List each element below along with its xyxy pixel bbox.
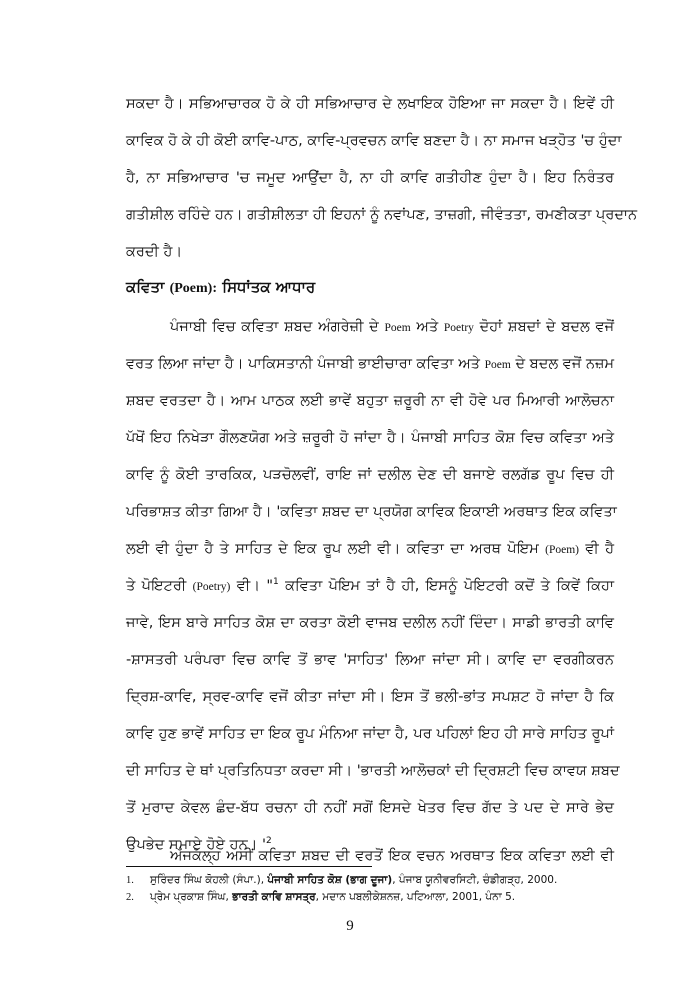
- footnote-text: , ਮਦਾਨ ਪਬਲੀਕੇਸ਼ਨਜ਼, ਪਟਿਆਲਾ, 2001, ਪੰਨਾ 5.: [315, 891, 516, 903]
- body-line: ਕਾਵਿ ਨੂੰ ਕੋਈ ਤਾਰਕਿਕ, ਪੜਚੋਲਵੀਂ, ਰਾਇ ਜਾਂ ਦਲੀਲ ਦੇਣ ਦੀ ਬਜਾਏ ਰਲਗੱਡ ਰੂਪ ਵਿਚ ਹੀ: [126, 467, 614, 483]
- text-span: ਲਈ ਵੀ ਹੁੰਦਾ ਹੈ ਤੇ ਸਾਹਿਤ ਦੇ ਇਕ ਰੂਪ ਲਈ ਵੀ। ਕਵਿਤਾ ਦਾ ਅਰਥ ਪੋਇਮ: [126, 541, 539, 557]
- text-span: ਵੀ ਹੈ: [585, 541, 614, 557]
- footnote-2: [126, 890, 515, 905]
- footnote-number: 2.: [126, 892, 134, 903]
- footnote-title: ਭਾਰਤੀ ਕਾਵਿ ਸ਼ਾਸਤ੍ਰ: [232, 891, 316, 903]
- page-number: 9: [346, 918, 354, 934]
- text-span: ਅਤੇ: [416, 319, 439, 335]
- footnote-text: ਪ੍ਰੇਮ ਪ੍ਰਕਾਸ਼ ਸਿੰਘ,: [150, 891, 229, 903]
- text-span: ਤੇ ਪੋਇਟਰੀ: [126, 578, 187, 594]
- footnote-title: ਪੰਜਾਬੀ ਸਾਹਿਤ ਕੋਸ਼ (ਭਾਗ ਦੂਜਾ): [267, 874, 393, 886]
- footnote-rule: [126, 866, 372, 867]
- heading-text: ਸਿਧਾਂਤਕ ਆਧਾਰ: [222, 278, 316, 296]
- text-span: ਦੋਹਾਂ ਸ਼ਬਦਾਂ ਦੇ ਬਦਲ ਵਜੋਂ: [479, 319, 615, 335]
- footnote-text: ਸੁਰਿੰਦਰ ਸਿੰਘ ਕੋਹਲੀ (ਸੰਪਾ.),: [150, 874, 265, 886]
- footnote-ref[interactable]: 1: [273, 577, 279, 588]
- heading-text: ਕਵਿਤਾ: [126, 278, 165, 296]
- body-line: ਪੱਖੋਂ ਇਹ ਨਿਖੇੜਾ ਗੌਲਣਯੋਗ ਅਤੇ ਜ਼ਰੂਰੀ ਹੋ ਜਾਂਦਾ ਹੈ। ਪੰਜਾਬੀ ਸਾਹਿਤ ਕੋਸ਼ ਵਿਚ ਕਵਿਤਾ ਅਤੇ: [126, 430, 614, 446]
- body-line: ਅੱਜਕੱਲ੍ਹ ਅਸੀਂ ਕਵਿਤਾ ਸ਼ਬਦ ਦੀ ਵਰਤੋਂ ਇਕ ਵਚਨ ਅਰਥਾਤ ਇਕ ਕਵਿਤਾ ਲਈ ਵੀ: [170, 848, 614, 864]
- body-line: ਕਾਵਿ ਹੁਣ ਭਾਵੇਂ ਸਾਹਿਤ ਦਾ ਇਕ ਰੂਪ ਮੰਨਿਆ ਜਾਂਦਾ ਹੈ, ਪਰ ਪਹਿਲਾਂ ਇਹ ਹੀ ਸਾਰੇ ਸਾਹਿਤ ਰੂਪਾਂ: [126, 726, 614, 742]
- body-line: ਹੈ, ਨਾ ਸਭਿਆਚਾਰ 'ਚ ਜਮੂਦ ਆਉਂਦਾ ਹੈ, ਨਾ ਹੀ ਕਾਵਿ ਗਤੀਹੀਣ ਹੁੰਦਾ ਹੈ। ਇਹ ਨਿਰੰਤਰ: [126, 170, 614, 186]
- section-heading: [126, 278, 315, 297]
- body-line: ਜਾਵੇ, ਇਸ ਬਾਰੇ ਸਾਹਿਤ ਕੋਸ਼ ਦਾ ਕਰਤਾ ਕੋਈ ਵਾਜਬ ਦਲੀਲ ਨਹੀਂ ਦਿੰਦਾ। ਸਾਡੀ ਭਾਰਤੀ ਕਾਵਿ: [126, 615, 614, 631]
- body-line: [126, 576, 614, 597]
- text-span: ਪੰਜਾਬੀ ਵਿਚ ਕਵਿਤਾ ਸ਼ਬਦ ਅੰਗਰੇਜ਼ੀ ਦੇ: [170, 319, 379, 335]
- body-line: ਦ੍ਰਿਸ਼-ਕਾਵਿ, ਸ੍ਰਵ-ਕਾਵਿ ਵਜੋਂ ਕੀਤਾ ਜਾਂਦਾ ਸੀ। ਇਸ ਤੋਂ ਭਲੀ-ਭਾਂਤ ਸਪਸ਼ਟ ਹੋ ਜਾਂਦਾ ਹੈ ਕਿ: [126, 689, 614, 705]
- text-span: ਉਪਭੇਦ ਸਮਾਏ ਹੋਏ ਹਨ। ': [126, 837, 267, 853]
- body-line: [126, 354, 614, 375]
- text-span: ਕਵਿਤਾ ਪੋਇਮ ਤਾਂ ਹੈ ਹੀ, ਇਸਨੂੰ ਪੋਇਟਰੀ ਕਦੋਂ ਤੇ ਕਿਵੇਂ ਕਿਹਾ: [285, 578, 615, 594]
- footnote-1: [126, 873, 557, 888]
- text-span: ਵਰਤ ਲਿਆ ਜਾਂਦਾ ਹੈ। ਪਾਕਿਸਤਾਨੀ ਪੰਜਾਬੀ ਭਾਈਚਾਰਾ ਕਵਿਤਾ ਅਤੇ: [126, 356, 480, 372]
- latin-term: Poem: [484, 359, 511, 371]
- latin-term: (Poetry): [192, 581, 231, 593]
- body-line: ਸਕਦਾ ਹੈ। ਸਭਿਆਚਾਰਕ ਹੋ ਕੇ ਹੀ ਸਭਿਆਚਾਰ ਦੇ ਲਖਾਇਕ ਹੋਇਆ ਜਾ ਸਕਦਾ ਹੈ। ਇਵੇਂ ਹੀ: [126, 96, 614, 112]
- body-line: ਗਤੀਸ਼ੀਲ ਰਹਿੰਦੇ ਹਨ। ਗਤੀਸ਼ੀਲਤਾ ਹੀ ਇਹਨਾਂ ਨੂੰ ਨਵਾਂਪਣ, ਤਾਜ਼ਗੀ, ਜੀਵੰਤਤਾ, ਰਮਣੀਕਤਾ ਪ੍ਰਦਾਨ: [126, 207, 638, 223]
- body-line: -ਸ਼ਾਸਤਰੀ ਪਰੰਪਰਾ ਵਿਚ ਕਾਵਿ ਤੋਂ ਭਾਵ 'ਸਾਹਿਤ' ਲਿਆ ਜਾਂਦਾ ਸੀ। ਕਾਵਿ ਦਾ ਵਰਗੀਕਰਨ: [126, 652, 614, 668]
- body-line: ਤੋਂ ਮੁਰਾਦ ਕੇਵਲ ਛੰਦ-ਬੱਧ ਰਚਨਾ ਹੀ ਨਹੀਂ ਸਗੋਂ ਇਸਦੇ ਖੇਤਰ ਵਿਚ ਗੱਦ ਤੇ ਪਦ ਦੇ ਸਾਰੇ ਭੇਦ: [126, 800, 614, 816]
- body-line: ਪਰਿਭਾਸ਼ਤ ਕੀਤਾ ਗਿਆ ਹੈ। 'ਕਵਿਤਾ ਸ਼ਬਦ ਦਾ ਪ੍ਰਯੋਗ ਕਾਵਿਕ ਇਕਾਈ ਅਰਥਾਤ ਇਕ ਕਵਿਤਾ: [126, 504, 617, 520]
- body-line: ਦੀ ਸਾਹਿਤ ਦੇ ਥਾਂ ਪ੍ਰਤਿਨਿਧਤਾ ਕਰਦਾ ਸੀ। 'ਭਾਰਤੀ ਆਲੋਚਕਾਂ ਦੀ ਦ੍ਰਿਸ਼ਟੀ ਵਿਚ ਕਾਵਯ ਸ਼ਬਦ: [126, 763, 620, 779]
- latin-term: (Poem): [545, 544, 579, 556]
- text-span: ਵੀ। ": [236, 578, 274, 594]
- footnote-ref[interactable]: 2: [266, 836, 272, 847]
- footnote-text: , ਪੰਜਾਬ ਯੂਨੀਵਰਸਿਟੀ, ਚੰਡੀਗੜ੍ਹ, 2000.: [392, 874, 558, 886]
- body-line: ਕਰਦੀ ਹੈ।: [126, 244, 183, 260]
- heading-latin: (Poem):: [169, 281, 217, 296]
- text-span: [237, 578, 279, 594]
- latin-term: Poem: [384, 322, 411, 334]
- text-span: ਦੇ ਬਦਲ ਵਜੋਂ ਨਜ਼ਮ: [515, 356, 615, 372]
- body-line: ਸ਼ਬਦ ਵਰਤਦਾ ਹੈ। ਆਮ ਪਾਠਕ ਲਈ ਭਾਵੇਂ ਬਹੁਤਾ ਜ਼ਰੂਰੀ ਨਾ ਵੀ ਹੋਵੇ ਪਰ ਮਿਆਰੀ ਆਲੋਚਨਾ: [126, 393, 614, 409]
- latin-term: Poetry: [443, 322, 474, 334]
- body-line: [126, 539, 614, 560]
- body-line: ਕਾਵਿਕ ਹੋ ਕੇ ਹੀ ਕੋਈ ਕਾਵਿ-ਪਾਠ, ਕਾਵਿ-ਪ੍ਰਵਚਨ ਕਾਵਿ ਬਣਦਾ ਹੈ। ਨਾ ਸਮਾਜ ਖੜ੍ਹੋਤ 'ਚ ਹੁੰਦਾ: [126, 133, 622, 149]
- footnote-number: 1.: [126, 875, 134, 886]
- body-line: [170, 317, 614, 338]
